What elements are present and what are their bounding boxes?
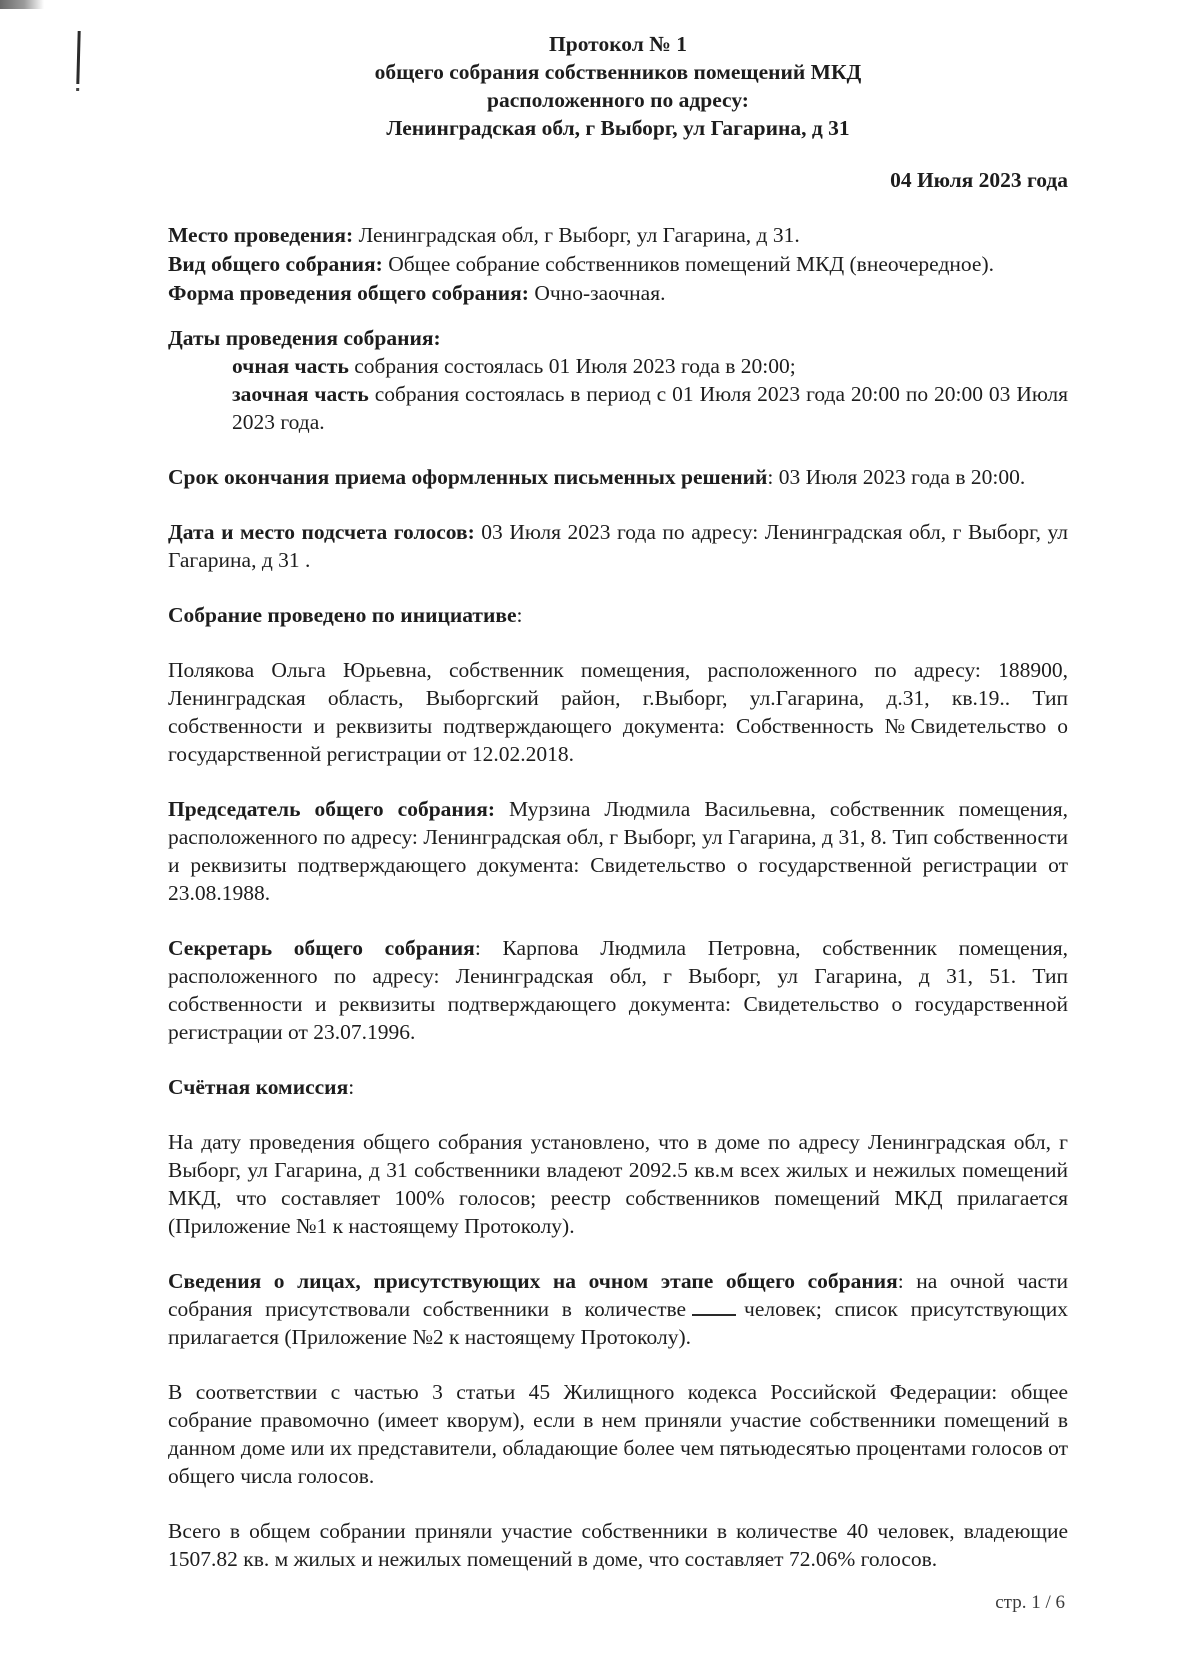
secretary-paragraph <box>168 934 1068 1046</box>
meta-place-value: Ленинградская обл, г Выборг, ул Гагарина, д 31. <box>353 223 800 247</box>
document-date: 04 Июля 2023 года <box>890 168 1068 192</box>
chairman-paragraph <box>168 795 1068 907</box>
attendees-paragraph <box>168 1267 1068 1351</box>
meta-form <box>168 279 1068 308</box>
document-title <box>168 30 1068 142</box>
commission-heading: Счётная комиссия: <box>168 1075 355 1099</box>
attendees-text-after: человек; список присутствующих прилагается (Приложение №2 к настоящему Протоколу). <box>168 1297 1068 1349</box>
meta-place <box>168 221 1068 250</box>
scan-vertical-line-artifact <box>76 31 80 84</box>
secretary-text: : Карпова Людмила Петровна, собственник помещения, расположенного по адресу: Ленинградская обл, г Выборг, ул Гагарина, д 31, 51. Тип собственности и реквизиты подтверждающего документа: Свидетельство о государственной регистрации от 23.07.1996. <box>168 936 1068 1044</box>
meta-kind-label: Вид общего собрания: <box>168 252 383 276</box>
secretary-label: Секретарь общего собрания <box>168 936 475 960</box>
meta-kind <box>168 250 1068 279</box>
document-content <box>168 30 1068 1573</box>
initiative-heading: Собрание проведено по инициативе: <box>168 603 523 627</box>
participation-total-paragraph: Всего в общем собрании приняли участие собственники в количестве 40 человек, владеющие 1507.82 кв. м жилых и нежилых помещений в доме, что составляет 72.06% голосов. <box>168 1519 1068 1571</box>
dates-inperson-text: собрания состоялась 01 Июля 2023 года в 20:00; <box>348 354 796 378</box>
deadline-label: Срок окончания приема оформленных письменных решений <box>168 465 768 489</box>
chairman-label: Председатель общего собрания: <box>168 797 496 821</box>
counting-paragraph <box>168 518 1068 574</box>
dates-absentee-text: собрания состоялась в период с 01 Июля 2023 года 20:00 по 20:00 03 Июля 2023 года. <box>232 382 1068 434</box>
dates-heading: Даты проведения собрания: <box>168 326 441 350</box>
title-line-1: Протокол № 1 <box>549 32 687 56</box>
counting-label: Дата и место подсчета голосов: <box>168 520 475 544</box>
meta-block <box>168 221 1068 308</box>
attendee-count-blank <box>692 1300 736 1316</box>
dates-inperson-label: очная часть <box>232 354 349 378</box>
title-line-2: общего собрания собственников помещений МКД <box>374 60 862 84</box>
dates-absentee-label: заочная часть <box>232 382 369 406</box>
dates-inperson <box>232 352 1068 380</box>
attendees-text-before: : на очной части собрания присутствовали собственники в количестве <box>168 1269 1069 1321</box>
chairman-text: Мурзина Людмила Васильевна, собственник помещения, расположенного по адресу: Ленинградская обл, г Выборг, ул Гагарина, д 31, 8. Тип собственности и реквизиты подтверждающего документа: Свидетельство о государственной регистрации от 23.08.1988. <box>168 797 1069 905</box>
page-number-footer: стр. 1 / 6 <box>995 1592 1065 1613</box>
title-line-4: Ленинградская обл, г Выборг, ул Гагарина, д 31 <box>386 116 850 140</box>
title-line-3: расположенного по адресу: <box>487 88 749 112</box>
quorum-paragraph: В соответствии с частью 3 статьи 45 Жилищного кодекса Российской Федерации: общее собрание правомочно (имеет кворум), если в нем приняли участие собственники помещений в данном доме или их представители, обладающие более чем пятьюдесятью процентами голосов от общего числа голосов. <box>168 1380 1068 1488</box>
meta-place-label: Место проведения: <box>168 223 354 247</box>
deadline-value: : 03 Июля 2023 года в 20:00. <box>767 465 1026 489</box>
meta-kind-value: Общее собрание собственников помещений МКД (внеочередное). <box>382 252 994 276</box>
meta-form-label: Форма проведения общего собрания: <box>168 281 529 305</box>
counting-value: 03 Июля 2023 года по адресу: Ленинградская обл, г Выборг, ул Гагарина, д 31 . <box>168 520 1068 572</box>
initiator-paragraph: Полякова Ольга Юрьевна, собственник помещения, расположенного по адресу: 188900, Ленинградская область, Выборгский район, г.Выборг, ул.Гагарина, д.31, кв.19.. Тип собственности и реквизиты подтверждающего документа: Собственность №Свидетельство о государственной регистрации от 12.02.2018. <box>168 658 1068 766</box>
meta-form-value: Очно-заочная. <box>528 281 666 305</box>
attendees-label: Сведения о лицах, присутствующих на очном этапе общего собрания <box>168 1269 898 1293</box>
scan-corner-smudge <box>0 0 44 9</box>
ownership-area-paragraph: На дату проведения общего собрания установлено, что в доме по адресу Ленинградская обл, г Выборг, ул Гагарина, д 31 собственники владеют 2092.5 кв.м всех жилых и нежилых помещений МКД, что составляет 100% голосов; реестр собственников помещений МКД прилагается (Приложение №1 к настоящему Протоколу). <box>168 1130 1068 1238</box>
deadline-paragraph <box>168 463 1068 491</box>
dates-absentee <box>232 380 1068 436</box>
